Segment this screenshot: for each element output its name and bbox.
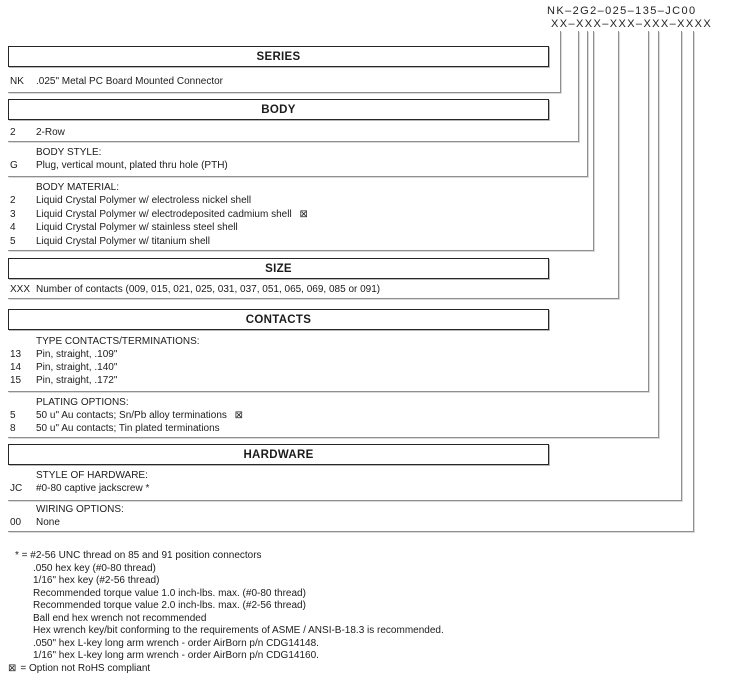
option-desc bbox=[36, 209, 308, 221]
footnote-line: Hex wrench key/bit conforming to the requirements of ASME / ANSI-B-18.3 is recommended. bbox=[33, 625, 444, 636]
group-header-body-material: BODY MATERIAL: bbox=[36, 182, 119, 193]
section-header-contacts bbox=[8, 309, 549, 330]
option-code: 4 bbox=[10, 222, 16, 233]
not-rohs-icon: ⊠ bbox=[234, 410, 244, 421]
footnote-line: .050" hex L-key long arm wrench - order AirBorn p/n CDG14148. bbox=[33, 638, 319, 649]
option-code: XXX bbox=[10, 284, 31, 295]
section-title-series: SERIES bbox=[256, 50, 301, 63]
option-code: 14 bbox=[10, 362, 22, 373]
option-code: G bbox=[10, 160, 18, 171]
option-desc: Liquid Crystal Polymer w/ titanium shell bbox=[36, 236, 210, 247]
section-title-contacts: CONTACTS bbox=[245, 313, 312, 326]
footnote-line: Ball end hex wrench not recommended bbox=[33, 613, 207, 624]
option-code: 13 bbox=[10, 349, 22, 360]
footnote-line: 1/16" hex L-key long arm wrench - order AirBorn p/n CDG14160. bbox=[33, 650, 319, 661]
rohs-note-text: = Option not RoHS compliant bbox=[20, 663, 151, 674]
section-header-series bbox=[8, 46, 549, 67]
option-desc: Liquid Crystal Polymer w/ electroless nickel shell bbox=[36, 195, 252, 206]
option-desc: #0-80 captive jackscrew * bbox=[36, 483, 150, 494]
footnote-line: Recommended torque value 2.0 inch-lbs. max. (#2-56 thread) bbox=[33, 600, 306, 611]
option-desc: Plug, vertical mount, plated thru hole (PTH) bbox=[36, 160, 228, 171]
section-header-size bbox=[8, 258, 549, 279]
group-header-hardware-style: STYLE OF HARDWARE: bbox=[36, 470, 148, 481]
option-desc: 50 u" Au contacts; Tin plated terminations bbox=[36, 423, 220, 434]
footnote-line: Recommended torque value 1.0 inch-lbs. max. (#0-80 thread) bbox=[33, 588, 306, 599]
footnote-star-line: * = #2-56 UNC thread on 85 and 91 position connectors bbox=[15, 550, 262, 561]
group-header-plating: PLATING OPTIONS: bbox=[36, 397, 129, 408]
section-title-hardware: HARDWARE bbox=[243, 448, 314, 461]
section-header-hardware bbox=[8, 444, 549, 465]
group-header-body-style: BODY STYLE: bbox=[36, 147, 102, 158]
option-code: 2 bbox=[10, 127, 16, 138]
option-code: 15 bbox=[10, 375, 22, 386]
option-desc: .025" Metal PC Board Mounted Connector bbox=[36, 76, 223, 87]
option-code: 00 bbox=[10, 517, 22, 528]
section-title-body: BODY bbox=[261, 103, 296, 116]
option-code: 5 bbox=[10, 410, 16, 421]
option-desc: Pin, straight, .172" bbox=[36, 375, 118, 386]
group-header-type-contacts: TYPE CONTACTS/TERMINATIONS: bbox=[36, 336, 200, 347]
option-desc: Pin, straight, .140" bbox=[36, 362, 118, 373]
option-desc-text: 50 u" Au contacts; Sn/Pb alloy terminations bbox=[36, 410, 227, 421]
option-code: 8 bbox=[10, 423, 16, 434]
option-code: JC bbox=[10, 483, 23, 494]
footnote-line: .050 hex key (#0-80 thread) bbox=[33, 563, 156, 574]
option-code: 5 bbox=[10, 236, 16, 247]
part-number-mask: XX–XXX–XXX–XXX–XXXX bbox=[551, 18, 713, 30]
footnote-line: 1/16" hex key (#2-56 thread) bbox=[33, 575, 160, 586]
rohs-note bbox=[8, 663, 150, 674]
not-rohs-icon: ⊠ bbox=[8, 663, 17, 674]
option-code: 3 bbox=[10, 209, 16, 220]
not-rohs-icon: ⊠ bbox=[299, 209, 308, 220]
option-desc: Pin, straight, .109" bbox=[36, 349, 118, 360]
part-number-example: NK–2G2–025–135–JC00 bbox=[547, 5, 697, 17]
option-code: NK bbox=[10, 76, 24, 87]
section-header-body bbox=[8, 99, 549, 120]
option-desc: Number of contacts (009, 015, 021, 025, 031, 037, 051, 065, 069, 085 or 091) bbox=[36, 284, 381, 295]
section-title-size: SIZE bbox=[265, 262, 292, 275]
option-desc: Liquid Crystal Polymer w/ stainless steel shell bbox=[36, 222, 238, 233]
option-desc-text: Liquid Crystal Polymer w/ electrodeposited cadmium shell bbox=[36, 209, 292, 220]
option-desc: None bbox=[36, 517, 60, 528]
option-code: 2 bbox=[10, 195, 16, 206]
option-desc bbox=[36, 410, 243, 422]
option-desc: 2-Row bbox=[36, 127, 65, 138]
group-header-wiring: WIRING OPTIONS: bbox=[36, 504, 124, 515]
